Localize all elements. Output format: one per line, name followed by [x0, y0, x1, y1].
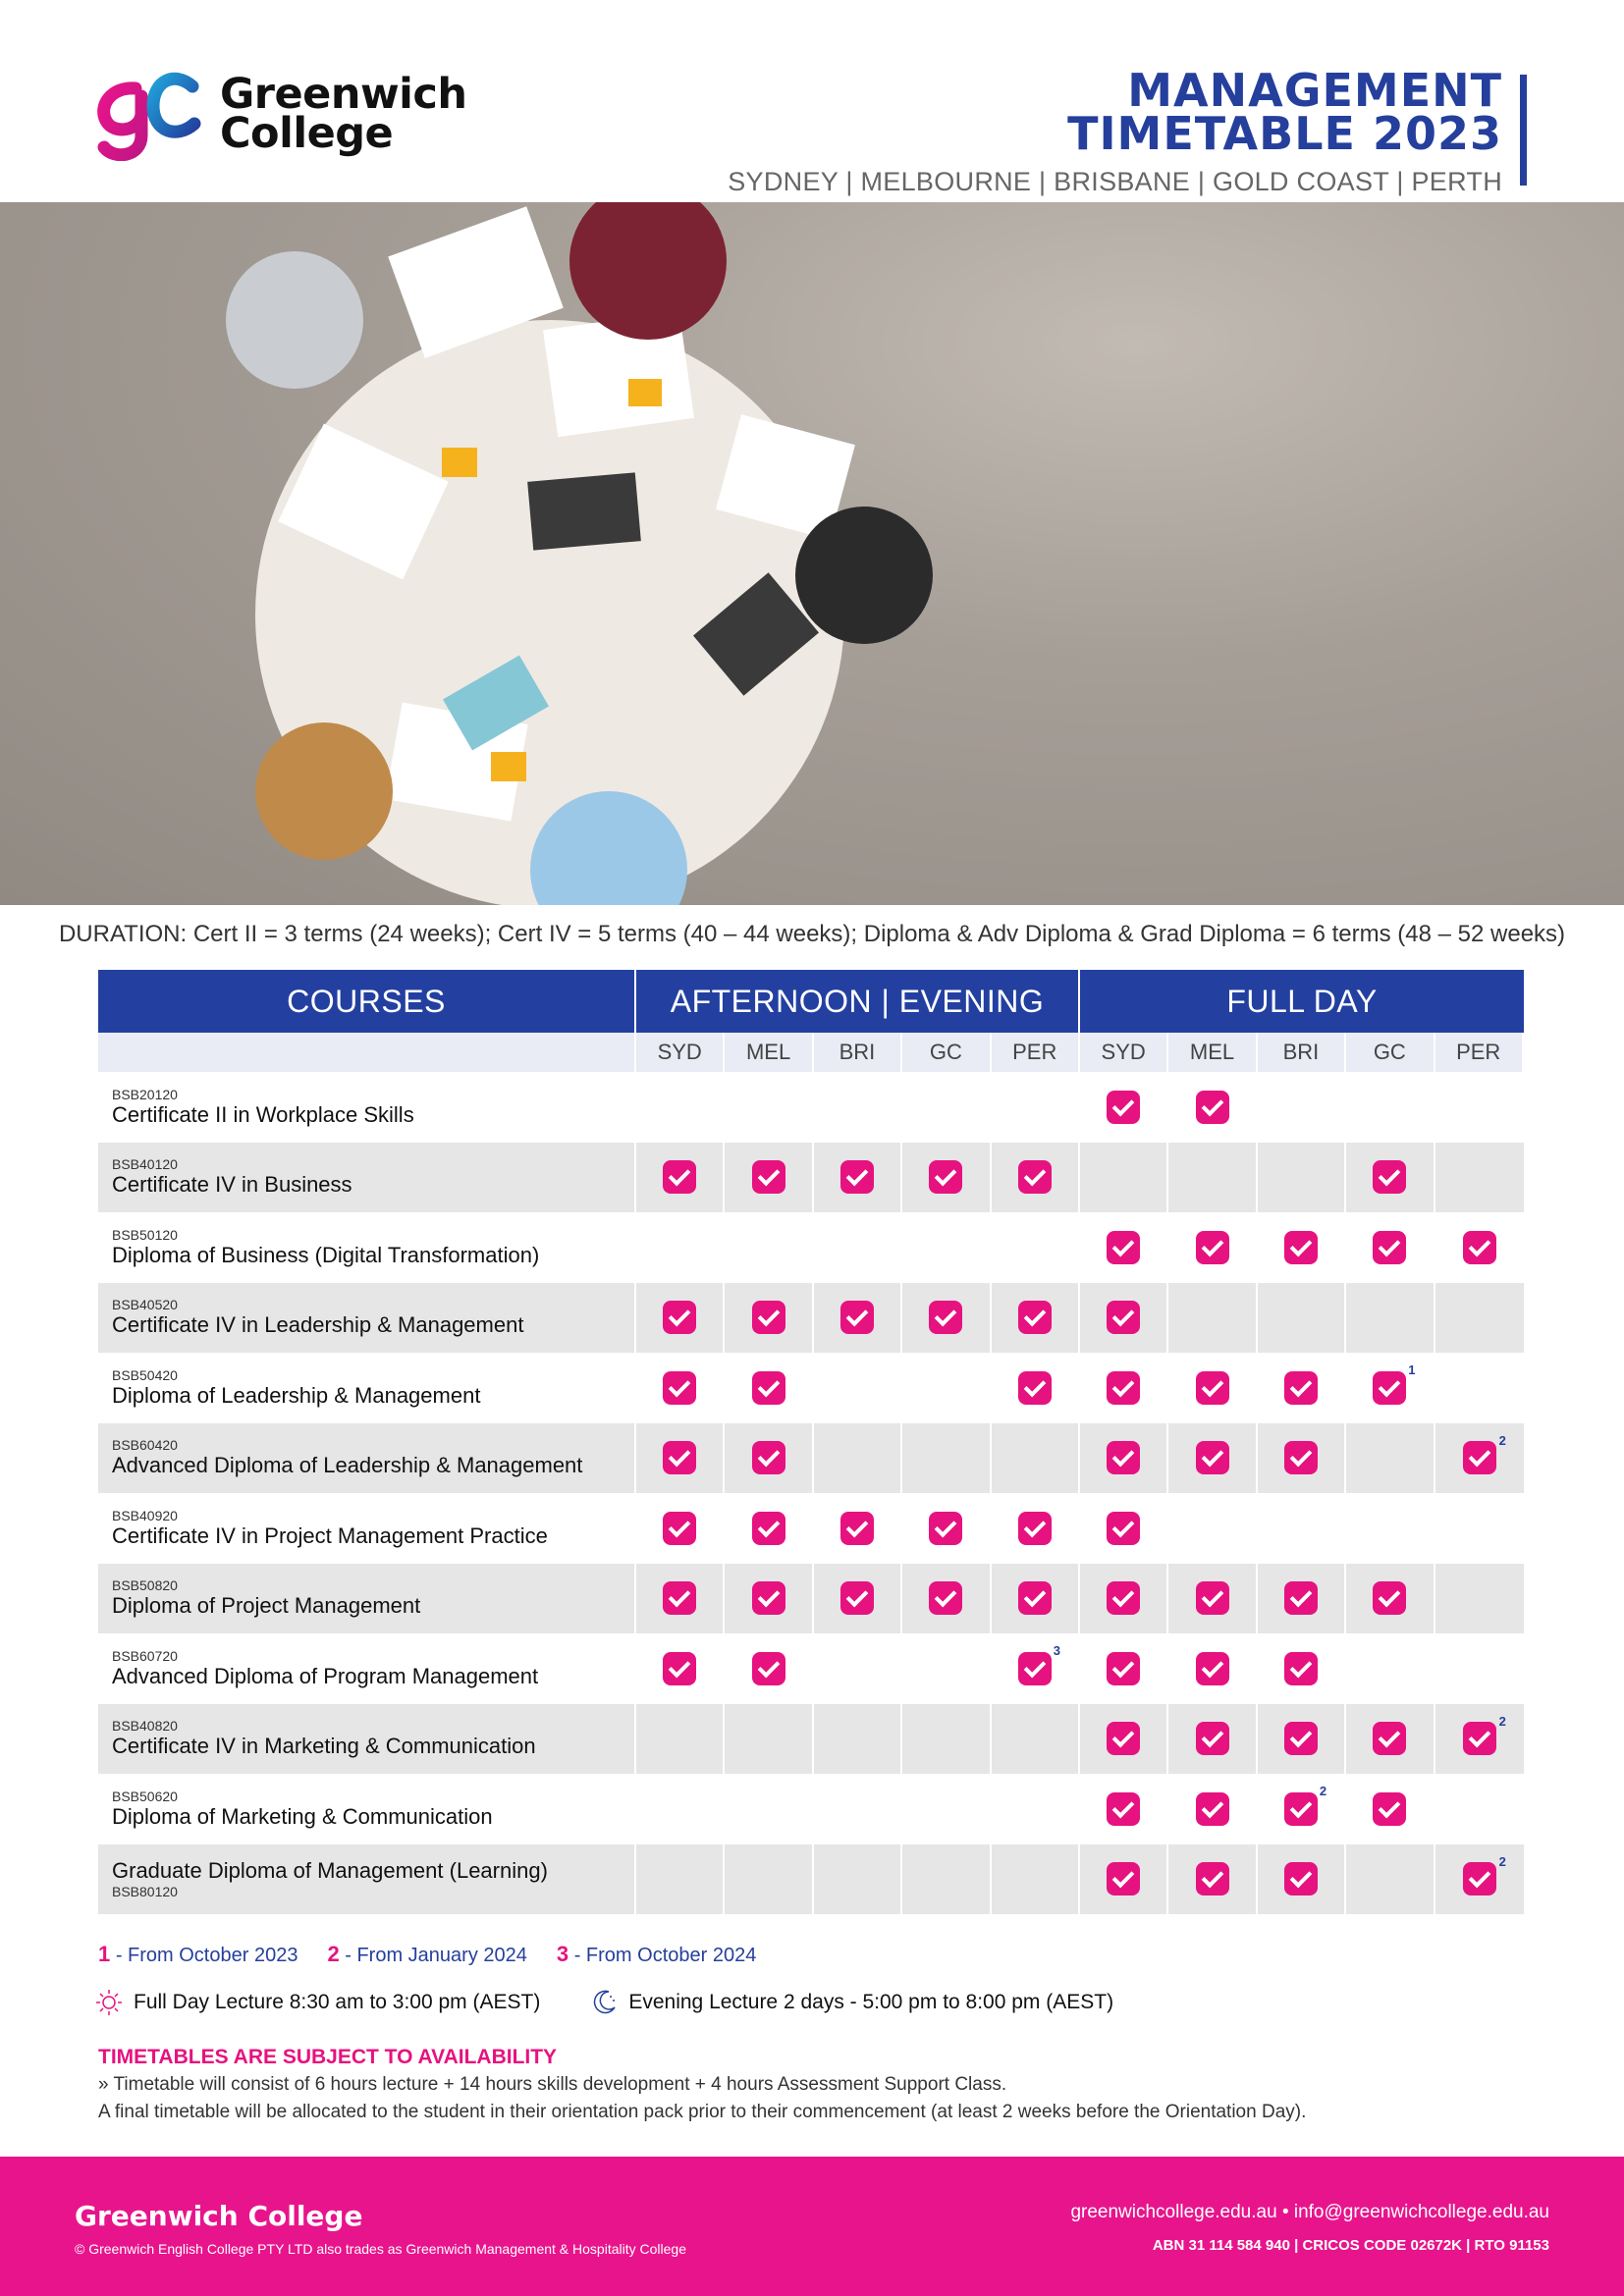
- schedule-cell: [636, 1774, 725, 1844]
- checkmark-icon: [1373, 1722, 1406, 1755]
- schedule-cell: [725, 1423, 813, 1494]
- header-afternoon-evening: AFTERNOON | EVENING: [636, 970, 1080, 1033]
- timetable: [98, 970, 1524, 1914]
- checkmark-icon: [929, 1301, 962, 1334]
- campus-col-fullday-gc: GC: [1346, 1033, 1435, 1072]
- checkmark-icon: [1107, 1792, 1140, 1826]
- schedule-cell: [1435, 1212, 1524, 1283]
- schedule-cell: [1080, 1423, 1168, 1494]
- schedule-cell: [814, 1353, 902, 1423]
- schedule-cell: [814, 1704, 902, 1775]
- checkmark-icon: [840, 1581, 874, 1615]
- table-row: [98, 1493, 1524, 1564]
- checkmark-icon: [1018, 1652, 1052, 1685]
- schedule-cell: [1258, 1143, 1346, 1213]
- checkmark-icon: [929, 1160, 962, 1194]
- schedule-cell: [636, 1212, 725, 1283]
- schedule-cell: [992, 1212, 1080, 1283]
- checkmark-icon: [1196, 1862, 1229, 1896]
- checkmark-icon: [1196, 1091, 1229, 1124]
- schedule-cell: [725, 1844, 813, 1915]
- schedule-cell: [1080, 1704, 1168, 1775]
- campus-col-fullday-per: PER: [1435, 1033, 1524, 1072]
- footnote-marker: 2: [1498, 1713, 1506, 1729]
- footnote-text: - From October 2024: [573, 1945, 757, 1966]
- schedule-cell: [814, 1423, 902, 1494]
- footer: [0, 2157, 1624, 2296]
- checkmark-icon: [1373, 1371, 1406, 1405]
- checkmark-icon: [1373, 1581, 1406, 1615]
- schedule-cell: [1168, 1493, 1257, 1564]
- schedule-cell: [636, 1353, 725, 1423]
- course-cell: [98, 1493, 636, 1564]
- college-logo: [96, 67, 467, 161]
- students-table-illustration: [0, 202, 1624, 905]
- schedule-cell: [1168, 1212, 1257, 1283]
- schedule-cell: [1080, 1633, 1168, 1704]
- schedule-cell: [1168, 1844, 1257, 1915]
- header-courses: COURSES: [98, 970, 636, 1033]
- table-row: [98, 1423, 1524, 1494]
- footnote-number: 2: [327, 1942, 340, 1966]
- checkmark-icon: [1018, 1371, 1052, 1405]
- checkmark-icon: [1463, 1231, 1496, 1264]
- schedule-cell: [1346, 1493, 1435, 1564]
- footnote-marker: 2: [1498, 1432, 1506, 1448]
- checkmark-icon: [1196, 1652, 1229, 1685]
- schedule-cell: [1258, 1774, 1346, 1844]
- schedule-cell: [814, 1844, 902, 1915]
- course-code: BSB50420: [112, 1366, 178, 1383]
- checkmark-icon: [663, 1581, 696, 1615]
- checkmark-icon: [1284, 1581, 1318, 1615]
- course-name: Certificate IV in Project Management Practice: [112, 1522, 548, 1548]
- checkmark-icon: [752, 1160, 785, 1194]
- schedule-cell: [1435, 1353, 1524, 1423]
- campus-col-evening-bri: BRI: [814, 1033, 902, 1072]
- schedule-cell: [725, 1072, 813, 1143]
- schedule-cell: [1435, 1283, 1524, 1354]
- schedule-cell: [725, 1774, 813, 1844]
- checkmark-icon: [663, 1301, 696, 1334]
- checkmark-icon: [1196, 1371, 1229, 1405]
- schedule-cell: [1168, 1072, 1257, 1143]
- checkmark-icon: [1284, 1441, 1318, 1474]
- schedule-cell: [1346, 1564, 1435, 1634]
- schedule-cell: [1435, 1564, 1524, 1634]
- checkmark-icon: [1107, 1301, 1140, 1334]
- checkmark-icon: [1284, 1371, 1318, 1405]
- course-code: BSB40920: [112, 1507, 178, 1523]
- checkmark-icon: [752, 1581, 785, 1615]
- title-block: [728, 64, 1502, 197]
- schedule-cell: [1435, 1774, 1524, 1844]
- schedule-cell: [1168, 1283, 1257, 1354]
- schedule-cell: [725, 1633, 813, 1704]
- schedule-cell: [725, 1704, 813, 1775]
- schedule-cell: [1258, 1283, 1346, 1354]
- schedule-cell: [902, 1844, 991, 1915]
- campus-col-evening-syd: SYD: [636, 1033, 725, 1072]
- schedule-cell: [814, 1283, 902, 1354]
- full-day-lecture: [94, 1988, 540, 2017]
- schedule-cell: [636, 1423, 725, 1494]
- schedule-cell: [902, 1704, 991, 1775]
- availability-line-2: A final timetable will be allocated to the student in their orientation pack prior to their commencement (at least 2 weeks before the Orientation Day).: [98, 2102, 1307, 2122]
- schedule-cell: [992, 1353, 1080, 1423]
- schedule-cell: [902, 1212, 991, 1283]
- checkmark-icon: [929, 1581, 962, 1615]
- title-line-2: TIMETABLE 2023: [1067, 107, 1502, 160]
- footer-contact[interactable]: greenwichcollege.edu.au • info@greenwichcollege.edu.au: [1070, 2202, 1549, 2222]
- course-name: Diploma of Project Management: [112, 1593, 421, 1619]
- checkmark-icon: [1373, 1231, 1406, 1264]
- gc-logo-icon: [96, 67, 206, 161]
- schedule-cell: [1346, 1423, 1435, 1494]
- brand-line-2: College: [220, 109, 394, 158]
- checkmark-icon: [1284, 1231, 1318, 1264]
- schedule-cell: [1168, 1704, 1257, 1775]
- course-cell: [98, 1072, 636, 1143]
- table-row: [98, 1353, 1524, 1423]
- course-cell: [98, 1774, 636, 1844]
- checkmark-icon: [752, 1512, 785, 1545]
- schedule-cell: [992, 1283, 1080, 1354]
- checkmark-icon: [1018, 1160, 1052, 1194]
- schedule-cell: [902, 1564, 991, 1634]
- table-header: [98, 970, 1524, 1033]
- checkmark-icon: [1196, 1722, 1229, 1755]
- course-name: Graduate Diploma of Management (Learning): [112, 1858, 548, 1884]
- campus-header-spacer: [98, 1033, 636, 1072]
- checkmark-icon: [840, 1301, 874, 1334]
- schedule-cell: [725, 1212, 813, 1283]
- schedule-cell: [1346, 1774, 1435, 1844]
- hero-photo: [0, 202, 1624, 905]
- evening-lecture: [589, 1988, 1113, 2017]
- schedule-cell: [1258, 1493, 1346, 1564]
- schedule-cell: [1346, 1633, 1435, 1704]
- schedule-cell: [992, 1423, 1080, 1494]
- course-name: Diploma of Business (Digital Transformation): [112, 1242, 540, 1267]
- checkmark-icon: [752, 1441, 785, 1474]
- availability-heading: TIMETABLES ARE SUBJECT TO AVAILABILITY: [98, 2046, 558, 2068]
- sun-icon: [94, 1988, 124, 2017]
- course-code: BSB50620: [112, 1788, 178, 1804]
- footnote-marker: 2: [1498, 1853, 1506, 1869]
- footer-legal: © Greenwich English College PTY LTD also trades as Greenwich Management & Hospitality College: [75, 2241, 686, 2257]
- checkmark-icon: [663, 1371, 696, 1405]
- schedule-cell: [992, 1774, 1080, 1844]
- course-cell: [98, 1844, 636, 1915]
- schedule-cell: [1168, 1143, 1257, 1213]
- checkmark-icon: [840, 1512, 874, 1545]
- checkmark-icon: [752, 1652, 785, 1685]
- course-cell: [98, 1633, 636, 1704]
- checkmark-icon: [1018, 1512, 1052, 1545]
- checkmark-icon: [1284, 1862, 1318, 1896]
- campus-col-evening-per: PER: [992, 1033, 1080, 1072]
- schedule-cell: [902, 1493, 991, 1564]
- schedule-cell: [1080, 1774, 1168, 1844]
- footnote-1: [98, 1942, 298, 1967]
- course-cell: [98, 1423, 636, 1494]
- footnote-number: 3: [556, 1942, 569, 1966]
- availability-line-1: » Timetable will consist of 6 hours lecture + 14 hours skills development + 4 hours Assessment Support Class.: [98, 2074, 1007, 2095]
- schedule-cell: [725, 1353, 813, 1423]
- checkmark-icon: [663, 1512, 696, 1545]
- schedule-cell: [1258, 1844, 1346, 1915]
- course-name: Certificate IV in Leadership & Management: [112, 1312, 524, 1338]
- schedule-cell: [1346, 1283, 1435, 1354]
- course-cell: [98, 1564, 636, 1634]
- schedule-cell: [1168, 1564, 1257, 1634]
- schedule-cell: [1080, 1283, 1168, 1354]
- checkmark-icon: [1107, 1441, 1140, 1474]
- schedule-cell: [992, 1072, 1080, 1143]
- schedule-cell: [1168, 1774, 1257, 1844]
- checkmark-icon: [1284, 1792, 1318, 1826]
- checkmark-icon: [1463, 1722, 1496, 1755]
- schedule-cell: [636, 1704, 725, 1775]
- course-name: Diploma of Marketing & Communication: [112, 1803, 493, 1829]
- checkmark-icon: [663, 1160, 696, 1194]
- course-name: Advanced Diploma of Leadership & Management: [112, 1453, 583, 1478]
- schedule-cell: [1435, 1633, 1524, 1704]
- title-accent-bar: [1520, 75, 1527, 186]
- footnote-marker: 1: [1408, 1362, 1416, 1377]
- schedule-cell: [814, 1212, 902, 1283]
- checkmark-icon: [752, 1301, 785, 1334]
- footnote-marker: 2: [1319, 1784, 1327, 1798]
- course-name: Certificate IV in Business: [112, 1172, 352, 1198]
- duration-note: DURATION: Cert II = 3 terms (24 weeks); Cert IV = 5 terms (40 – 44 weeks); Diploma & Adv Diploma & Grad Diploma = 6 terms (48 – 52 weeks): [58, 921, 1566, 947]
- schedule-cell: [1258, 1564, 1346, 1634]
- course-name: Certificate IV in Marketing & Communication: [112, 1734, 536, 1759]
- schedule-cell: [1258, 1212, 1346, 1283]
- schedule-cell: [1168, 1353, 1257, 1423]
- checkmark-icon: [663, 1652, 696, 1685]
- course-code: BSB20120: [112, 1086, 178, 1102]
- campus-header-row: [98, 1033, 1524, 1072]
- schedule-cell: [725, 1143, 813, 1213]
- schedule-cell: [1435, 1072, 1524, 1143]
- schedule-cell: [814, 1493, 902, 1564]
- schedule-cell: [636, 1844, 725, 1915]
- schedule-cell: [814, 1774, 902, 1844]
- checkmark-icon: [1107, 1581, 1140, 1615]
- checkmark-icon: [1107, 1722, 1140, 1755]
- schedule-cell: [1346, 1143, 1435, 1213]
- checkmark-icon: [929, 1512, 962, 1545]
- evening-lecture-text: Evening Lecture 2 days - 5:00 pm to 8:00 pm (AEST): [628, 1991, 1114, 2013]
- schedule-cell: [1346, 1072, 1435, 1143]
- campus-col-fullday-syd: SYD: [1080, 1033, 1168, 1072]
- schedule-cell: [725, 1564, 813, 1634]
- checkmark-icon: [1196, 1581, 1229, 1615]
- schedule-cell: [636, 1493, 725, 1564]
- lecture-times: [94, 1988, 1163, 2017]
- table-row: [98, 1283, 1524, 1354]
- course-code: BSB50120: [112, 1226, 178, 1243]
- schedule-cell: [992, 1844, 1080, 1915]
- schedule-cell: [992, 1493, 1080, 1564]
- schedule-cell: [1435, 1423, 1524, 1494]
- course-code: BSB40820: [112, 1718, 178, 1735]
- course-cell: [98, 1704, 636, 1775]
- campus-list: SYDNEY | MELBOURNE | BRISBANE | GOLD COAST | PERTH: [728, 167, 1502, 196]
- schedule-cell: [1258, 1072, 1346, 1143]
- campus-col-evening-mel: MEL: [725, 1033, 813, 1072]
- course-code: BSB60720: [112, 1647, 178, 1664]
- schedule-cell: [1435, 1143, 1524, 1213]
- footer-brand: Greenwich College: [75, 2200, 363, 2232]
- table-row: [98, 1774, 1524, 1844]
- campus-col-fullday-bri: BRI: [1258, 1033, 1346, 1072]
- table-row: [98, 1564, 1524, 1634]
- course-cell: [98, 1353, 636, 1423]
- table-row: [98, 1143, 1524, 1213]
- checkmark-icon: [1107, 1512, 1140, 1545]
- schedule-cell: [1080, 1844, 1168, 1915]
- schedule-cell: [1346, 1212, 1435, 1283]
- checkmark-icon: [752, 1371, 785, 1405]
- course-code: BSB60420: [112, 1437, 178, 1454]
- checkmark-icon: [1196, 1441, 1229, 1474]
- checkmark-icon: [1284, 1722, 1318, 1755]
- schedule-cell: [1080, 1353, 1168, 1423]
- checkmark-icon: [1373, 1160, 1406, 1194]
- schedule-cell: [814, 1633, 902, 1704]
- course-rows: [98, 1072, 1524, 1914]
- title-line-1: MANAGEMENT: [1127, 64, 1502, 117]
- checkmark-icon: [1018, 1301, 1052, 1334]
- checkmark-icon: [840, 1160, 874, 1194]
- footnote-number: 1: [98, 1942, 111, 1966]
- schedule-cell: [1080, 1564, 1168, 1634]
- header-full-day: FULL DAY: [1226, 983, 1378, 1019]
- full-day-lecture-text: Full Day Lecture 8:30 am to 3:00 pm (AEST): [134, 1991, 541, 2013]
- footnote-2: [327, 1942, 526, 1967]
- schedule-cell: [902, 1143, 991, 1213]
- schedule-cell: [1080, 1143, 1168, 1213]
- schedule-cell: [814, 1143, 902, 1213]
- schedule-cell: [725, 1283, 813, 1354]
- schedule-cell: [1258, 1353, 1346, 1423]
- schedule-cell: [1258, 1704, 1346, 1775]
- checkmark-icon: [1463, 1862, 1496, 1896]
- checkmark-icon: [1107, 1231, 1140, 1264]
- campus-col-fullday-mel: MEL: [1168, 1033, 1257, 1072]
- footnote-text: - From January 2024: [345, 1945, 527, 1966]
- schedule-cell: [814, 1564, 902, 1634]
- schedule-cell: [1435, 1493, 1524, 1564]
- course-name: Diploma of Leadership & Management: [112, 1382, 481, 1408]
- schedule-cell: [992, 1564, 1080, 1634]
- schedule-cell: [1258, 1633, 1346, 1704]
- table-row: [98, 1072, 1524, 1143]
- schedule-cell: [1346, 1704, 1435, 1775]
- schedule-cell: [1435, 1704, 1524, 1775]
- course-name: Advanced Diploma of Program Management: [112, 1663, 539, 1688]
- schedule-cell: [636, 1283, 725, 1354]
- table-row: [98, 1633, 1524, 1704]
- checkmark-icon: [1284, 1652, 1318, 1685]
- moon-icon: [589, 1988, 619, 2017]
- footnotes: [98, 1942, 756, 1967]
- schedule-cell: [992, 1633, 1080, 1704]
- brand-line-1: Greenwich: [220, 70, 467, 119]
- schedule-cell: [902, 1423, 991, 1494]
- checkmark-icon: [1107, 1652, 1140, 1685]
- course-code: BSB80120: [112, 1884, 178, 1900]
- schedule-cell: [1346, 1844, 1435, 1915]
- checkmark-icon: [1196, 1231, 1229, 1264]
- checkmark-icon: [1018, 1581, 1052, 1615]
- schedule-cell: [902, 1283, 991, 1354]
- table-row: [98, 1844, 1524, 1915]
- table-row: [98, 1704, 1524, 1775]
- footnote-text: - From October 2023: [115, 1945, 298, 1966]
- schedule-cell: [636, 1564, 725, 1634]
- course-cell: [98, 1143, 636, 1213]
- schedule-cell: [992, 1704, 1080, 1775]
- schedule-cell: [636, 1633, 725, 1704]
- checkmark-icon: [1107, 1091, 1140, 1124]
- checkmark-icon: [1107, 1371, 1140, 1405]
- schedule-cell: [992, 1143, 1080, 1213]
- course-code: BSB40120: [112, 1156, 178, 1173]
- schedule-cell: [636, 1072, 725, 1143]
- campus-col-evening-gc: GC: [902, 1033, 991, 1072]
- schedule-cell: [636, 1143, 725, 1213]
- schedule-cell: [1435, 1844, 1524, 1915]
- course-cell: [98, 1283, 636, 1354]
- course-code: BSB50820: [112, 1577, 178, 1594]
- schedule-cell: [902, 1072, 991, 1143]
- schedule-cell: [1080, 1072, 1168, 1143]
- schedule-cell: [1346, 1353, 1435, 1423]
- checkmark-icon: [1463, 1441, 1496, 1474]
- footnote-3: [557, 1942, 756, 1967]
- checkmark-icon: [663, 1441, 696, 1474]
- schedule-cell: [902, 1633, 991, 1704]
- schedule-cell: [1080, 1493, 1168, 1564]
- schedule-cell: [1080, 1212, 1168, 1283]
- schedule-cell: [902, 1774, 991, 1844]
- footnote-marker: 3: [1053, 1643, 1060, 1658]
- schedule-cell: [814, 1072, 902, 1143]
- schedule-cell: [902, 1353, 991, 1423]
- checkmark-icon: [1196, 1792, 1229, 1826]
- schedule-cell: [1258, 1423, 1346, 1494]
- course-name: Certificate II in Workplace Skills: [112, 1101, 414, 1127]
- checkmark-icon: [1107, 1862, 1140, 1896]
- course-code: BSB40520: [112, 1297, 178, 1313]
- footer-registration: ABN 31 114 584 940 | CRICOS CODE 02672K | RTO 91153: [1152, 2237, 1549, 2254]
- course-cell: [98, 1212, 636, 1283]
- schedule-cell: [1168, 1423, 1257, 1494]
- schedule-cell: [725, 1493, 813, 1564]
- schedule-cell: [1168, 1633, 1257, 1704]
- table-row: [98, 1212, 1524, 1283]
- checkmark-icon: [1373, 1792, 1406, 1826]
